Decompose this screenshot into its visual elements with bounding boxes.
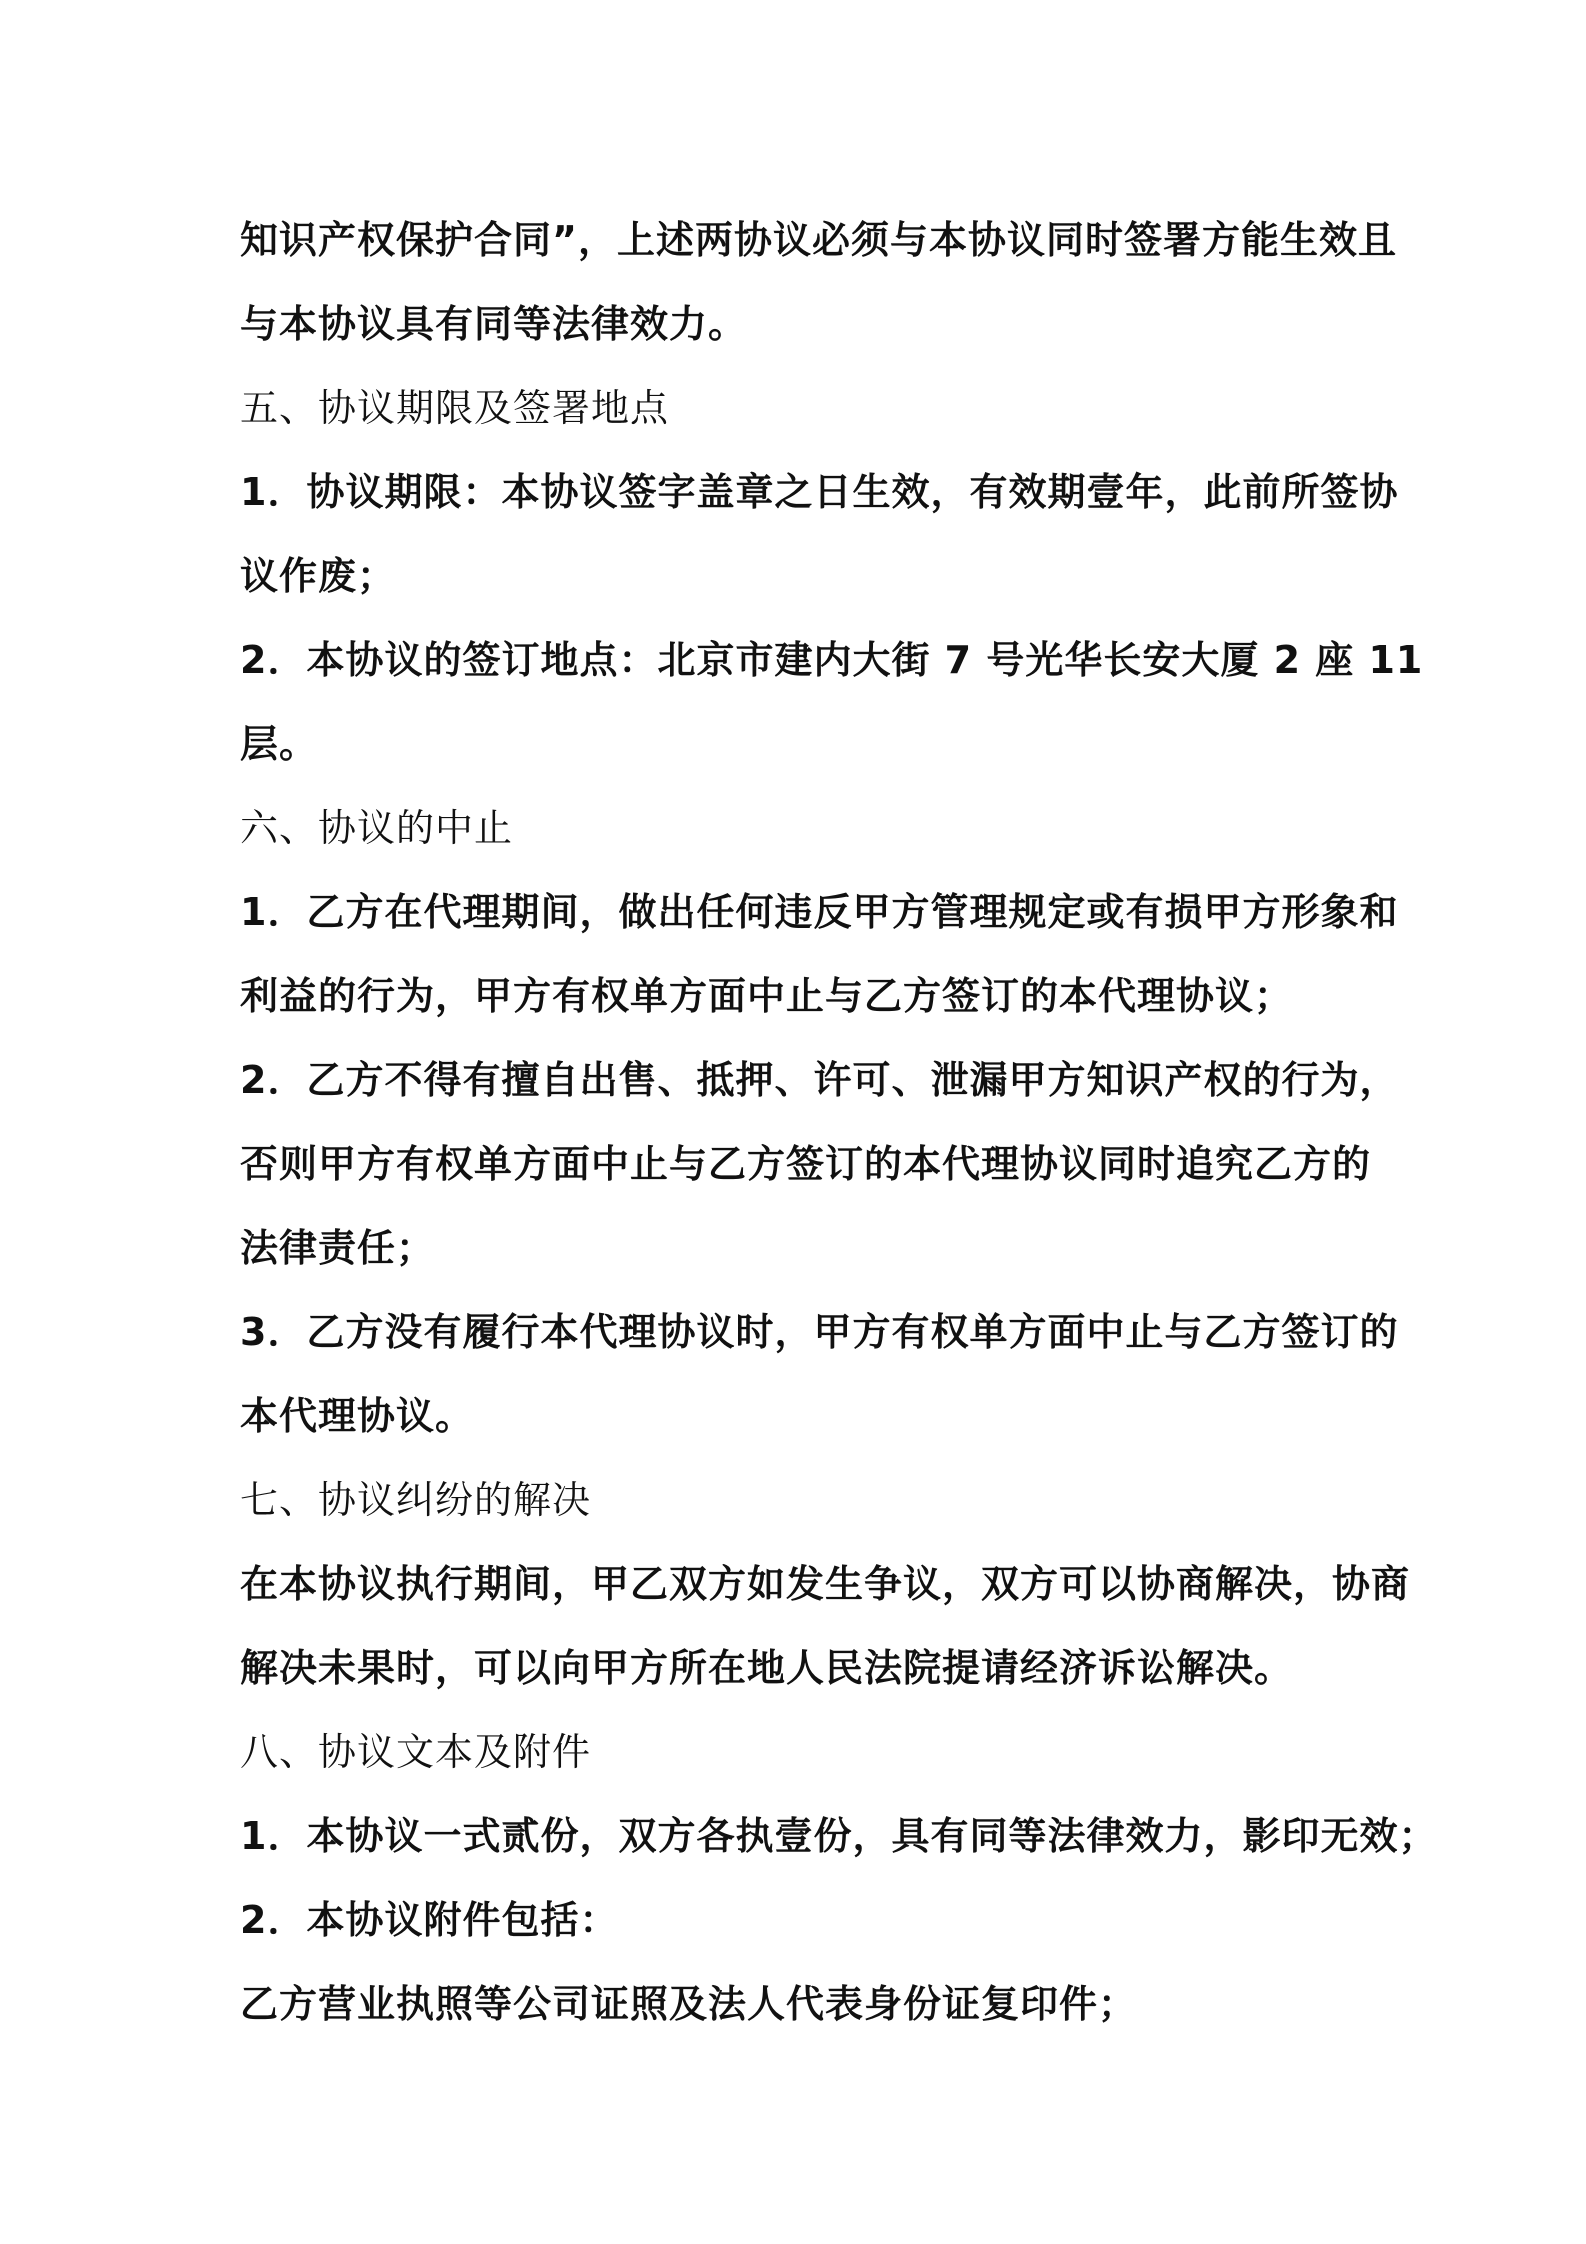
body-line: 否则甲方有权单方面中止与乙方签订的本代理协议同时追究乙方的 <box>240 1142 1372 1186</box>
body-line: 解决未果时，可以向甲方所在地人民法院提请经济诉讼解决。 <box>240 1646 1294 1690</box>
section-heading: 六、协议的中止 <box>240 806 514 850</box>
body-line: 议作废； <box>240 554 397 598</box>
body-line: 与本协议具有同等法律效力。 <box>240 302 748 346</box>
section-heading: 八、协议文本及附件 <box>240 1730 592 1774</box>
body-line: 1．协议期限：本协议签字盖章之日生效，有效期壹年，此前所签协 <box>240 470 1399 514</box>
body-line: 2．本协议的签订地点：北京市建内大街 7 号光华长安大厦 2 座 11 <box>240 638 1424 682</box>
body-line: 利益的行为，甲方有权单方面中止与乙方签订的本代理协议； <box>240 974 1294 1018</box>
body-line: 法律责任； <box>240 1226 436 1270</box>
body-line: 本代理协议。 <box>240 1394 475 1438</box>
section-heading: 五、协议期限及签署地点 <box>240 386 670 430</box>
body-line: 乙方营业执照等公司证照及法人代表身份证复印件； <box>240 1982 1138 2026</box>
section-heading: 七、协议纠纷的解决 <box>240 1478 592 1522</box>
body-line: 知识产权保护合同”，上述两协议必须与本协议同时签署方能生效且 <box>240 218 1397 262</box>
document-body <box>240 198 1438 2046</box>
body-line: 1．乙方在代理期间，做出任何违反甲方管理规定或有损甲方形象和 <box>240 890 1399 934</box>
body-line: 2．乙方不得有擅自出售、抵押、许可、泄漏甲方知识产权的行为， <box>240 1058 1399 1102</box>
body-line: 在本协议执行期间，甲乙双方如发生争议，双方可以协商解决，协商 <box>240 1562 1411 1606</box>
body-line: 2．本协议附件包括： <box>240 1898 619 1942</box>
body-line: 3．乙方没有履行本代理协议时，甲方有权单方面中止与乙方签订的 <box>240 1310 1399 1354</box>
body-line: 1．本协议一式贰份，双方各执壹份，具有同等法律效力，影印无效； <box>240 1814 1438 1858</box>
body-line: 层。 <box>240 722 319 766</box>
